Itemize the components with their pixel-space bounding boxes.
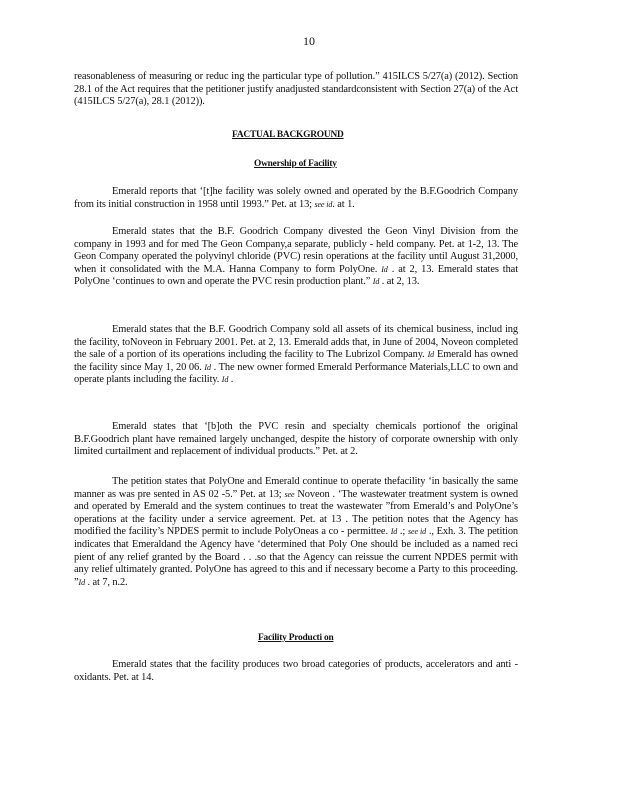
text-run: ., Exh. 3. The petition indicates that Emeraldand the Agency have ‘determined that Poly One should be included as a named reci pient of any relief granted by the Board . . .so that the Agency can reissue the current NPDES permit with any relief ultimately granted. PolyOne has agreed to this and if necessary become a Party to this proceeding. ” [74,526,519,588]
citation: Id [381,264,388,274]
citation: Id [390,527,398,537]
heading-facility-production: Facility Producti on [258,633,334,643]
citation: Id [204,362,211,372]
text-run: . at 1. [332,198,355,210]
paragraph-noveon-sale [74,324,518,387]
paragraph-plant-unchanged: Emerald states that ‘[b]oth the PVC resin and specialty chemicals portionof the original B.F.Goodrich plant have remained largely unchanged, despite the history of corporate ownership with only limited curtailment and replacement of individual products.” Pet. at 2. [74,421,518,458]
text-run: Emerald reports that ‘[t]he facility was solely owned and operated by the B.F.Goodrich Company from its initial construction in 1958 until 1993.” Pet. at 13; [74,186,518,210]
text-run: . [228,374,234,386]
citation: Id [221,375,229,385]
citation: see [284,489,295,499]
paragraph-geon-divestiture [74,226,518,289]
citation: Id [372,277,380,287]
text-run: . at 2, 13. [379,276,420,288]
text-run: Emerald has owned the facility since May 1, 20 06. [74,349,519,373]
heading-ownership-of-facility: Ownership of Facility [254,159,337,169]
text-run: . at 7, n.2. [84,576,128,588]
text-run: Emerald states that the B.F. Goodrich Company divested the Geon Vinyl Division from the company in 1993 and for med The Geon Company,a separate, publicly - held company. Pet. at 1-2, 13. The Geon Company operated the polyvinyl chloride (PVC) resin operations at the facility until August 31,2000, when it consolidated with the M.A. Hanna Company to form PolyOne. [74,226,518,275]
text-run: Noveon . ‘The wastewater treatment system is owned and operated by Emerald and the system continues to treat the wastewater ”from Emerald’s and PolyOne’s operations at the facility under a service agreement. Pet. at 13 . The petition notes that the Agency has modified the facility’s NPDES permit to include PolyOneas a co - permittee. [74,488,518,538]
citation: see id [314,199,333,209]
text-run: . at 2, 13. Emerald states that PolyOne ‘continues to own and operate the PVC resin production plant.” [74,263,518,288]
paragraph-reasonableness: reasonableness of measuring or reduc ing the particular type of pollution.” 415ILCS 5/27(a) (2012). Section 28.1 of the Act requires that the petitioner justify anadjusted standardconsistent with Section 27(a) of the Act (415ILCS 5/27(a), 28.1 (2012)). [74,71,518,108]
heading-factual-background: FACTUAL BACKGROUND [232,130,344,140]
citation: Id [78,577,85,587]
text-run: The petition states that PolyOne and Emerald continue to operate thefacility ‘in basically the same manner as was pre sented in AS 02 -5.” Pet. at 13; [74,476,518,500]
paragraph-ownership-history [74,186,518,211]
paragraph-continued-operation [74,476,518,589]
citation: Id [427,350,435,360]
text-run: .; [397,526,408,538]
citation: see id [407,527,427,537]
text-run: Emerald states that the B.F. Goodrich Company sold all assets of its chemical business, includ ing the facility, toNoveon in February 2001. Pet. at 2, 13. Emerald adds that, in June of 2004, Noveon completed the sale of a portion of its operations including the facility to The Lubrizol Company. [74,324,518,361]
page-number: 10 [303,34,315,48]
paragraph-products: Emerald states that the facility produces two broad categories of products, accelerators and anti -oxidants. Pet. at 14. [74,659,518,683]
text-run: . The new owner formed Emerald Performance Materials,LLC to own and operate plants including the facility. [74,361,518,386]
